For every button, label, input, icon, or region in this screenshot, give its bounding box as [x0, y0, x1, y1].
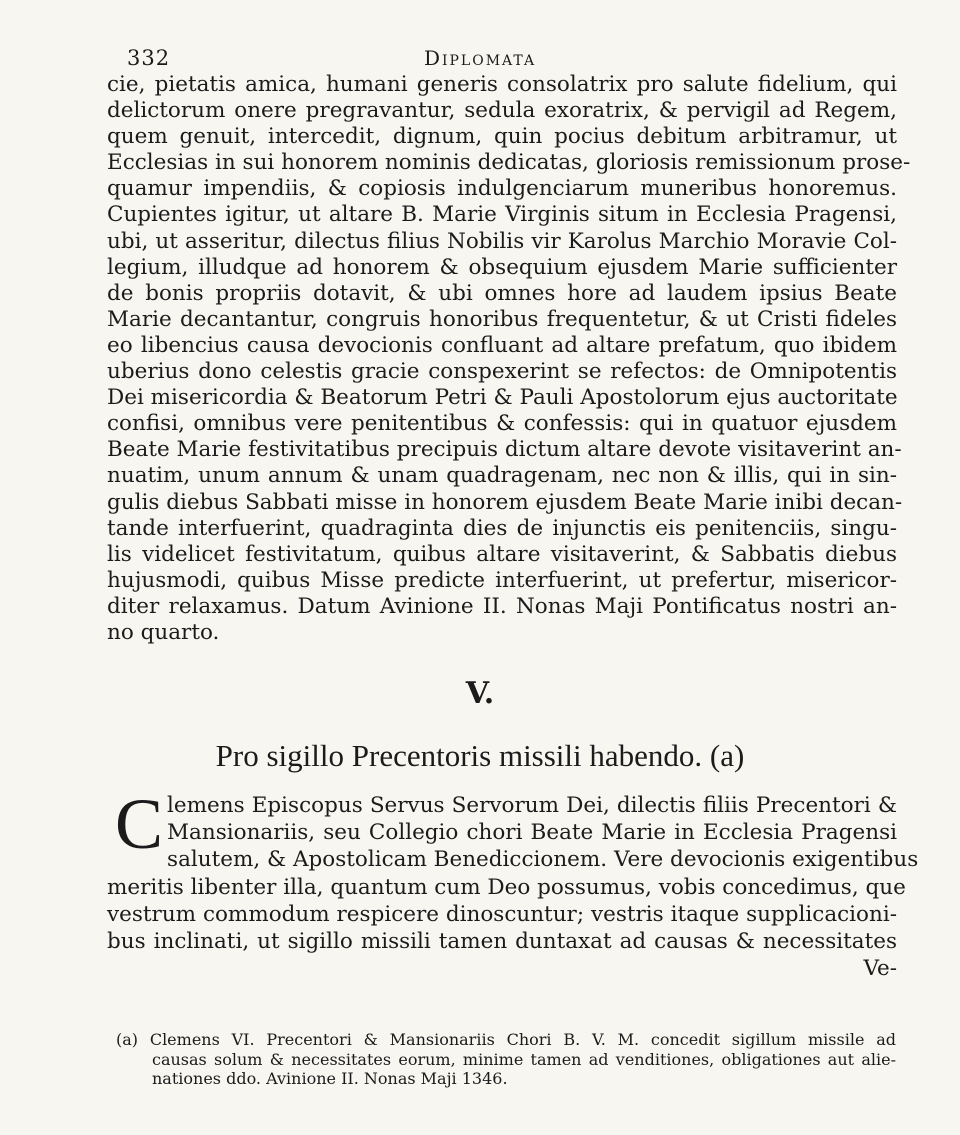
footnote-line: (a) Clemens VI. Precentori & Mansionariis Chori B. V. M. concedit sigillum missile ad: [116, 1030, 896, 1049]
text-line: quem genuit, intercedit, dignum, quin pocius debitum arbitramur, ut: [107, 124, 897, 150]
footnote-line: causas solum & necessitates eorum, minime tamen ad venditiones, obligationes aut alie-: [152, 1049, 896, 1069]
text-line: tande interfuerint, quadraginta dies de injunctis eis penitenciis, singu-: [107, 515, 897, 541]
text-line: legium, illudque ad honorem & obsequium ejusdem Marie sufficienter: [107, 254, 897, 280]
footnote-line: nationes ddo. Avinione II. Nonas Maji 1346.: [152, 1069, 508, 1088]
drop-cap: C: [115, 784, 164, 864]
text-line: bus inclinati, ut sigillo missili tamen duntaxat ad causas & necessitates: [107, 929, 897, 955]
section-title: Pro sigillo Precentoris missili habendo. (a): [215, 738, 745, 773]
text-line: uberius dono celestis gracie conspexerint se refectos: de Omnipotentis: [107, 359, 897, 385]
text-line: salutem, & Apostolicam Benediccionem. Vere devocionis exigentibus: [167, 847, 919, 873]
text-line: confisi, omnibus vere penitentibus & confessis: qui in quatuor ejusdem: [107, 411, 897, 437]
text-line: diter relaxamus. Datum Avinione II. Nonas Maji Pontificatus nostri an-: [107, 593, 897, 619]
charter-text: [107, 784, 919, 982]
text-line: Cupientes igitur, ut altare B. Marie Virginis situm in Ecclesia Pragensi,: [107, 202, 897, 228]
text-line: meritis libenter illa, quantum cum Deo possumus, vobis concedimus, que: [107, 874, 906, 900]
text-line: no quarto.: [107, 619, 220, 645]
text-line: delictorum onere pregravantur, sedula exoratrix, & pervigil ad Regem,: [107, 98, 897, 124]
page-number: 332: [127, 46, 171, 70]
previous-document-text: [107, 72, 911, 646]
text-line: gulis diebus Sabbati misse in honorem ejusdem Beate Marie inibi decan-: [107, 489, 903, 515]
section-number: V.: [465, 676, 495, 711]
catchword: Ve-: [863, 956, 897, 982]
footnote: [116, 1030, 896, 1089]
text-line: Dei misericordia & Beatorum Petri & Pauli Apostolorum ejus auctoritate: [107, 385, 898, 411]
text-line: Beate Marie festivitatibus precipuis dictum altare devote visitaverint an-: [107, 437, 902, 463]
text-line: nuatim, unum annum & unam quadragenam, nec non & illis, qui in sin-: [107, 463, 897, 489]
running-head: Diplomata: [423, 46, 537, 70]
text-line: quamur impendiis, & copiosis indulgenciarum muneribus honoremus.: [107, 176, 897, 202]
text-line: lemens Episcopus Servus Servorum Dei, dilectis filiis Precentori &: [167, 793, 897, 818]
text-line: lis videlicet festivitatum, quibus altare visitaverint, & Sabbatis diebus: [107, 541, 897, 567]
text-line: Ecclesias in sui honorem nominis dedicatas, gloriosis remissionum prose-: [107, 150, 911, 176]
text-line: de bonis propriis dotavit, & ubi omnes hore ad laudem ipsius Beate: [107, 280, 897, 306]
text-line: hujusmodi, quibus Misse predicte interfuerint, ut prefertur, misericor-: [107, 567, 897, 593]
text-line: vestrum commodum respicere dinoscuntur; vestris itaque supplicacioni-: [107, 901, 897, 927]
text-line: ubi, ut asseritur, dilectus filius Nobilis vir Karolus Marchio Moravie Col-: [107, 228, 897, 254]
text-line: cie, pietatis amica, humani generis consolatrix pro salute fidelium, qui: [107, 72, 897, 97]
text-line: Marie decantantur, congruis honoribus frequentetur, & ut Cristi fideles: [107, 306, 897, 332]
text-line: eo libencius causa devocionis confluant ad altare prefatum, quo ibidem: [107, 332, 897, 358]
text-line: Mansionariis, seu Collegio chori Beate Marie in Ecclesia Pragensi: [167, 820, 897, 846]
